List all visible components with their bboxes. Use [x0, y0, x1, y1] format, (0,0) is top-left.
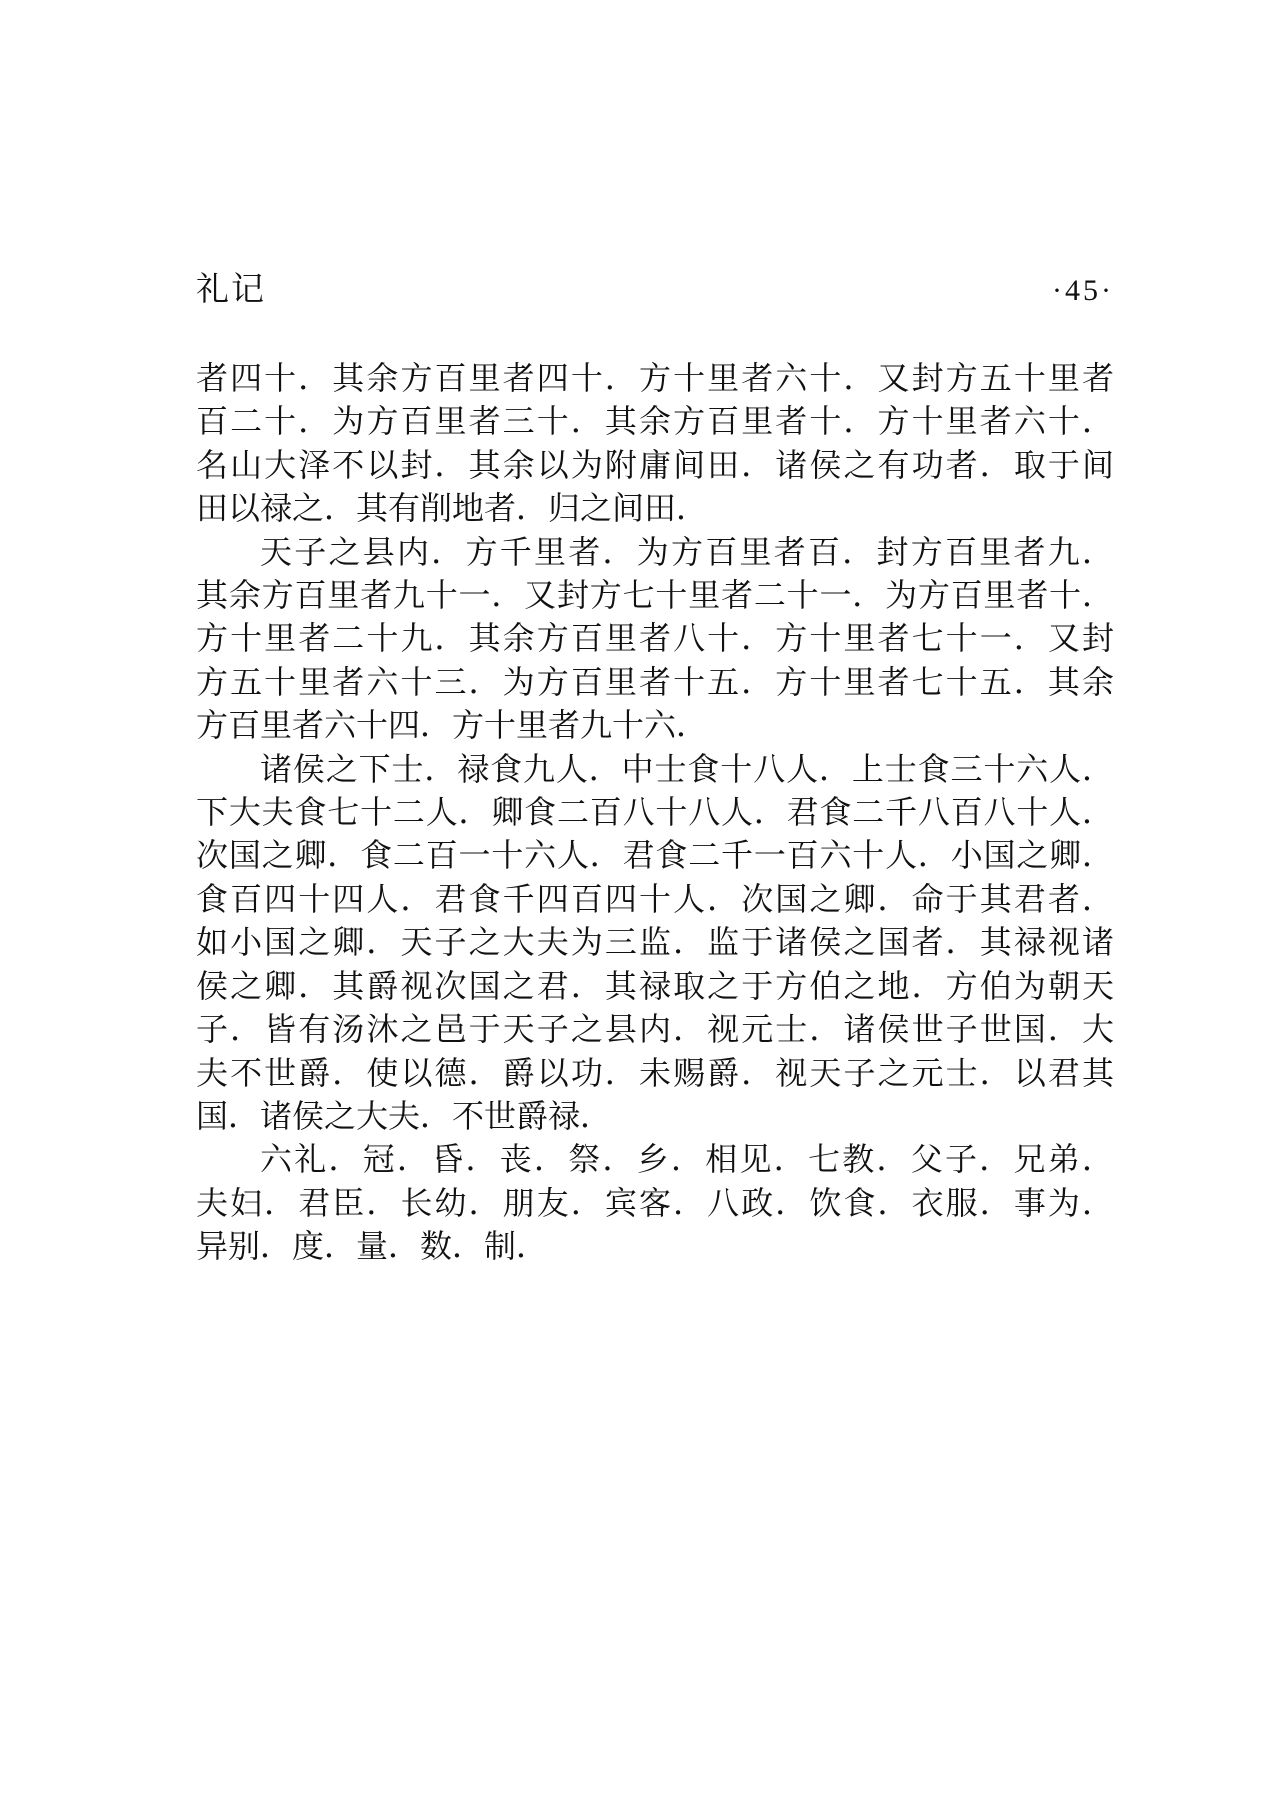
- paragraph: [196, 357, 1114, 531]
- text-line: 其余方百里者九十一．又封方七十里者二十一．为方百里者十．: [196, 577, 1114, 614]
- text-line: 者四十．其余方百里者四十．方十里者六十．又封方五十里者: [196, 360, 1114, 396]
- paragraph: [196, 531, 1114, 748]
- text-line: 食百四十四人．君食千四百四十人．次国之卿．命于其君者．: [196, 880, 1114, 917]
- text-line: 名山大泽不以封．其余以为附庸间田．诸侯之有功者．取于间: [196, 446, 1114, 483]
- body-text: [196, 357, 1114, 1269]
- text-line: 方五十里者六十三．为方百里者十五．方十里者七十五．其余: [196, 663, 1114, 700]
- paragraph: [196, 1138, 1114, 1268]
- text-line: 六礼．冠．昏．丧．祭．乡．相见．七教．父子．兄弟．: [260, 1141, 1114, 1178]
- text-line: 国．诸侯之大夫．不世爵禄．: [196, 1097, 613, 1134]
- text-line: 百二十．为方百里者三十．其余方百里者十．方十里者六十．: [196, 403, 1114, 440]
- text-line: 如小国之卿．天子之大夫为三监．监于诸侯之国者．其禄视诸: [196, 924, 1114, 961]
- running-header: [196, 270, 1114, 311]
- text-line: 夫妇．君臣．长幼．朋友．宾客．八政．饮食．衣服．事为．: [196, 1184, 1114, 1221]
- text-line: 异别．度．量．数．制．: [196, 1228, 549, 1265]
- text-line: 田以禄之．其有削地者．归之间田．: [196, 490, 709, 527]
- text-line: 夫不世爵．使以德．爵以功．未赐爵．视天子之元士．以君其: [196, 1054, 1114, 1091]
- text-line: 下大夫食七十二人．卿食二百八十八人．君食二千八百八十人．: [196, 794, 1114, 831]
- text-line: 子．皆有汤沐之邑于天子之县内．视元士．诸侯世子世国．大: [196, 1011, 1114, 1048]
- page-number: ·45·: [1052, 274, 1114, 307]
- text-line: 次国之卿．食二百一十六人．君食二千一百六十人．小国之卿．: [196, 837, 1114, 874]
- text-line: 方十里者二十九．其余方百里者八十．方十里者七十一．又封: [196, 620, 1114, 657]
- paragraph: [196, 748, 1114, 1139]
- book-title: 礼记: [196, 272, 266, 308]
- text-line: 天子之县内．方千里者．为方百里者百．封方百里者九．: [260, 533, 1114, 570]
- text-line: 方百里者六十四．方十里者九十六．: [196, 707, 709, 744]
- text-line: 诸侯之下士．禄食九人．中士食十八人．上士食三十六人．: [260, 750, 1114, 787]
- text-line: 侯之卿．其爵视次国之君．其禄取之于方伯之地．方伯为朝天: [196, 967, 1114, 1004]
